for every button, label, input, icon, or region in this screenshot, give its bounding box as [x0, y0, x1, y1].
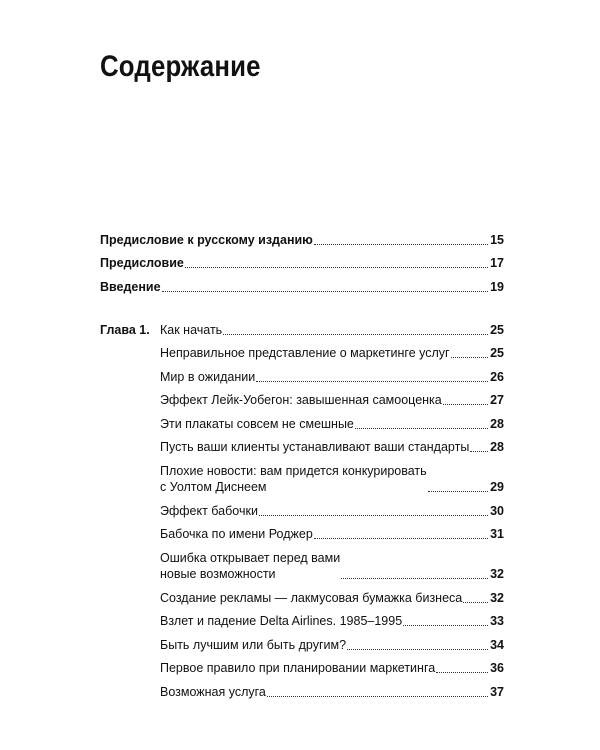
section-title-line: с Уолтом Диснеем	[160, 480, 267, 494]
toc-section-entry[interactable]	[160, 361, 504, 385]
toc-page-number: 26	[490, 369, 504, 384]
toc-entry-introduction[interactable]	[100, 271, 504, 295]
toc-page-number: 32	[490, 590, 504, 605]
toc-entry-foreword-russian[interactable]	[100, 224, 504, 248]
page-title: Содержание	[100, 50, 261, 83]
dot-leader	[355, 428, 488, 429]
toc-section-entry[interactable]	[160, 385, 504, 409]
toc-page-number: 19	[490, 279, 504, 294]
dot-leader	[185, 267, 488, 268]
section-title: Эти плакаты совсем не смешные	[160, 416, 354, 431]
dot-leader	[436, 672, 488, 673]
dot-leader	[403, 625, 488, 626]
toc-section-entry[interactable]	[160, 542, 504, 582]
dot-leader	[162, 291, 489, 292]
dot-leader	[341, 578, 488, 579]
toc-page-number: 37	[490, 684, 504, 699]
toc-entry-title: Предисловие	[100, 256, 184, 270]
toc-page-number: 15	[490, 232, 504, 247]
dot-leader	[314, 538, 488, 539]
toc-page-number: 32	[490, 567, 504, 581]
dot-leader	[256, 381, 488, 382]
section-title: Первое правило при планировании маркетинга	[160, 661, 436, 675]
toc-page-number: 30	[490, 503, 504, 518]
toc-section-entry[interactable]	[160, 408, 504, 432]
dot-leader	[314, 244, 488, 245]
toc-section-entry[interactable]	[160, 606, 504, 630]
toc-page-number: 34	[490, 637, 504, 652]
toc-section-entry[interactable]	[160, 653, 504, 677]
dot-leader	[443, 404, 488, 405]
dot-leader	[470, 451, 488, 452]
toc-entry-chapter-1[interactable]	[100, 314, 504, 338]
chapter-label: Глава 1.	[100, 322, 150, 337]
section-title: Неправильное представление о маркетинге услуг	[160, 346, 450, 360]
toc-page-number: 31	[490, 527, 504, 541]
section-title: Создание рекламы — лакмусовая бумажка бизнеса	[160, 590, 463, 605]
section-title-line: Ошибка открывает перед вами	[160, 551, 341, 565]
toc-page-number: 33	[490, 614, 504, 628]
section-title: Пусть ваши клиенты устанавливают ваши стандарты	[160, 440, 470, 454]
toc-page-number: 17	[490, 256, 504, 270]
toc-section-entry[interactable]	[160, 455, 504, 495]
dot-leader	[347, 649, 488, 650]
toc-page-number: 36	[490, 661, 504, 675]
toc-page-number: 29	[490, 480, 504, 494]
section-title: Возможная услуга	[160, 684, 266, 699]
dot-leader	[428, 491, 488, 492]
toc-page-number: 25	[490, 346, 504, 360]
section-title: Эффект бабочки	[160, 503, 258, 518]
toc-page-number: 28	[490, 440, 504, 454]
front-matter-list	[100, 224, 504, 295]
toc-section-entry[interactable]	[160, 582, 504, 606]
dot-leader	[223, 334, 488, 335]
section-title: Эффект Лейк-Уобегон: завышенная самооценка	[160, 393, 442, 407]
toc-entry-title: Предисловие к русскому изданию	[100, 232, 313, 247]
section-title: Мир в ожидании	[160, 369, 256, 384]
toc-section-entry[interactable]	[160, 338, 504, 362]
toc-section-entry[interactable]	[160, 495, 504, 519]
toc-section-entry[interactable]	[160, 432, 504, 456]
section-list	[160, 338, 504, 700]
dot-leader	[259, 515, 488, 516]
dot-leader	[267, 696, 488, 697]
section-title: Взлет и падение Delta Airlines. 1985–1995	[160, 614, 403, 628]
toc-page-number: 27	[490, 393, 504, 407]
toc-section-entry[interactable]	[160, 519, 504, 543]
toc-section-entry[interactable]	[160, 676, 504, 700]
section-title: Быть лучшим или быть другим?	[160, 637, 347, 652]
toc-entry-foreword[interactable]	[100, 248, 504, 272]
section-title: Бабочка по имени Роджер	[160, 527, 313, 541]
toc-section-entry[interactable]	[160, 629, 504, 653]
section-title-line: Плохие новости: вам придется конкурировать	[160, 464, 427, 478]
section-title	[160, 463, 427, 495]
toc-entry-title: Введение	[100, 279, 161, 294]
chapter-title: Как начать	[160, 322, 223, 337]
section-title	[160, 550, 340, 582]
chapter-1-block	[100, 314, 504, 700]
toc-page-number: 28	[490, 416, 504, 431]
section-title-line: новые возможности	[160, 567, 276, 581]
dot-leader	[463, 602, 488, 603]
dot-leader	[451, 357, 488, 358]
toc-page-number: 25	[490, 322, 504, 337]
